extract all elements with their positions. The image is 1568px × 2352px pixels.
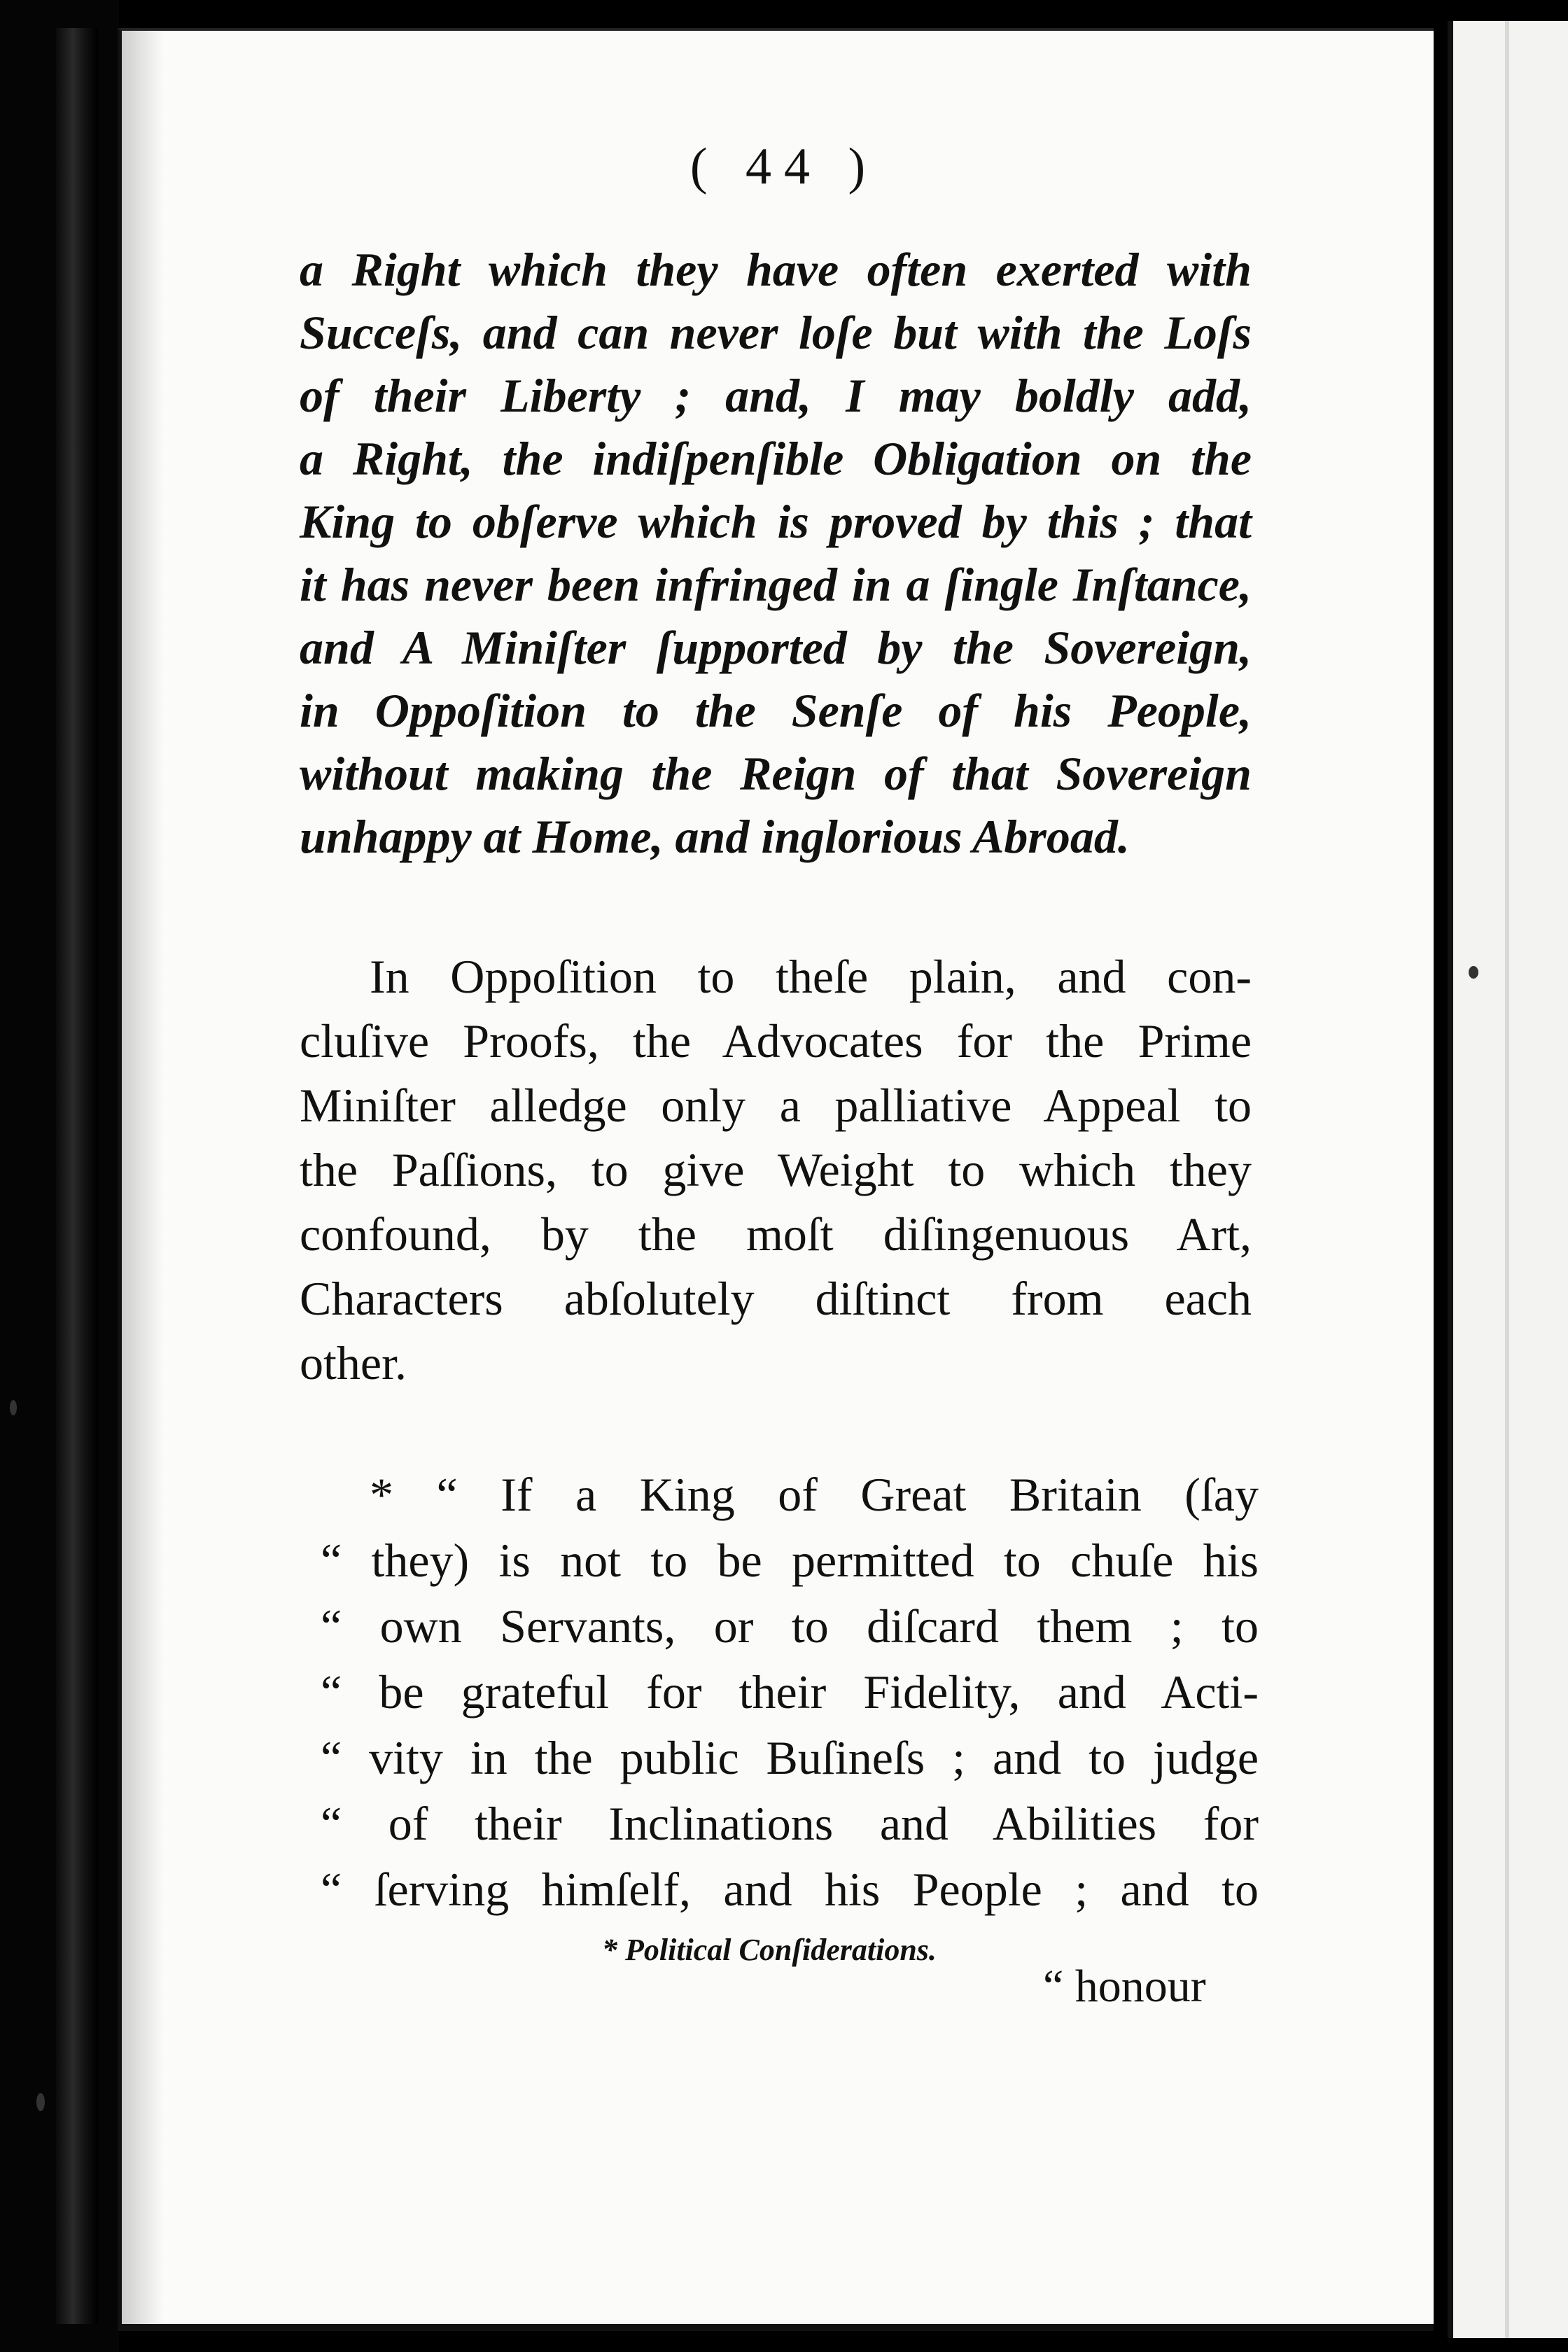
text-line: “ be grateful for their Fidelity, and Acti-	[321, 1665, 1259, 1718]
page-shadow	[122, 31, 164, 2324]
text-line: unhappy at Home, and inglorious Abroad.	[300, 810, 1130, 863]
scan-speck	[36, 2093, 45, 2111]
text-line: and A Miniſter ſupported by the Sovereign,	[300, 621, 1252, 674]
text-line: without making the Reign of that Sovereign	[300, 747, 1252, 800]
paragraph-1	[300, 238, 1252, 882]
text-line: King to obſerve which is proved by this ; that	[300, 495, 1252, 548]
text-line: of their Liberty ; and, I may boldly add,	[300, 369, 1252, 422]
text-line: in Oppoſition to the Senſe of his People,	[300, 684, 1252, 737]
text-line: a Right which they have often exerted with	[300, 243, 1252, 296]
text-line: cluſive Proofs, the Advocates for the Prime	[300, 1014, 1252, 1068]
text-line: “ vity in the public Buſineſs ; and to judge	[321, 1731, 1259, 1784]
text-line: Characters abſolutely diſtinct from each	[300, 1272, 1252, 1325]
text-line: In Oppoſition to theſe plain, and con-	[370, 950, 1252, 1003]
text-line: * “ If a King of Great Britain (ſay	[370, 1468, 1259, 1521]
facing-page-fold	[1505, 21, 1509, 2338]
text-line: “ own Servants, or to diſcard them ; to	[321, 1600, 1259, 1653]
text-line: it has never been infringed in a ſingle Inſtance,	[300, 558, 1252, 611]
catchword: “ honour	[1043, 1961, 1206, 2012]
text-line: confound, by the moſt diſingenuous Art,	[300, 1208, 1252, 1261]
text-line: a Right, the indiſpenſible Obligation on the	[300, 432, 1252, 485]
scan-speck	[10, 1400, 17, 1415]
text-line: “ ſerving himſelf, and his People ; and to	[321, 1863, 1259, 1916]
text-line: the Paſſions, to give Weight to which they	[300, 1143, 1252, 1196]
text-line: “ they) is not to be permitted to chuſe his	[321, 1534, 1259, 1587]
page-number: ( 44 )	[690, 138, 878, 195]
scan-speck	[1469, 966, 1478, 979]
text-line: Miniſter alledge only a palliative Appeal to	[300, 1079, 1252, 1132]
paragraph-2	[300, 945, 1252, 1407]
binding-edge	[56, 28, 98, 2324]
text-line: “ of their Inclinations and Abilities for	[321, 1797, 1259, 1850]
paragraph-3-quotation	[300, 1463, 1259, 1925]
right-gutter	[1434, 0, 1448, 2352]
text-line: Succeſs, and can never loſe but with the Loſs	[300, 306, 1252, 359]
text-line: other.	[300, 1336, 407, 1390]
footnote: * Political Conſiderations.	[602, 1933, 937, 1967]
